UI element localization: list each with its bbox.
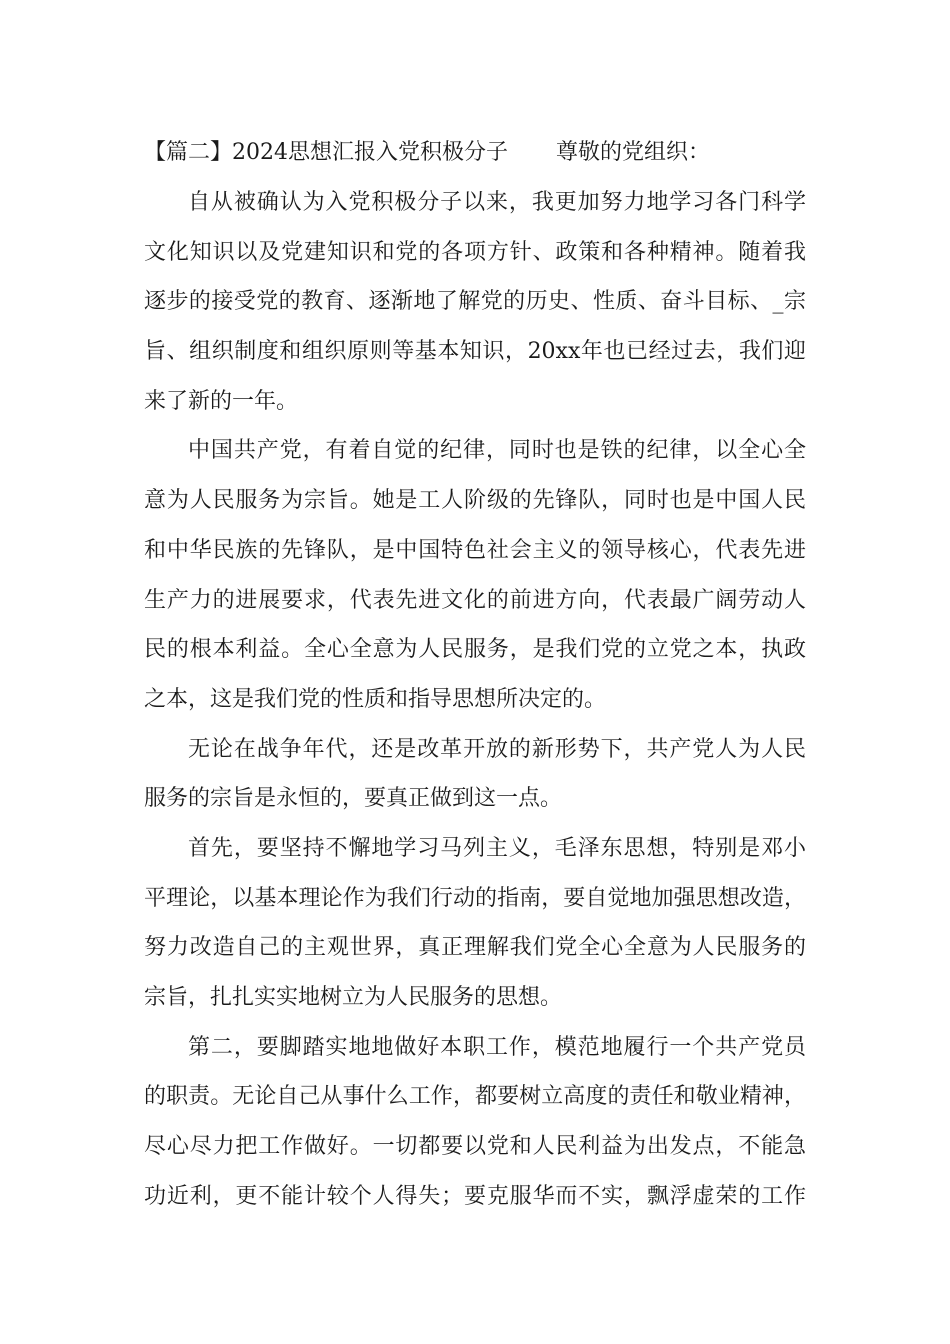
paragraph-line: 功近利，更不能计较个人得失；要克服华而不实，飘浮虚荣的工作 [144, 1183, 806, 1209]
paragraph-line: 中国共产党，有着自觉的纪律，同时也是铁的纪律，以全心全 [188, 438, 806, 464]
paragraph-line: 的职责。无论自己从事什么工作，都要树立高度的责任和敬业精神， [144, 1084, 806, 1110]
paragraph-line: 无论在战争年代，还是改革开放的新形势下，共产党人为人民 [188, 736, 806, 762]
paragraph [144, 824, 806, 1023]
paragraph-line: 逐步的接受党的教育、逐渐地了解党的历史、性质、奋斗目标、_宗 [144, 289, 806, 315]
document-title: 【篇二】2024思想汇报入党积极分子 [144, 140, 508, 165]
paragraph-line: 生产力的进展要求，代表先进文化的前进方向，代表最广阔劳动人 [144, 587, 806, 613]
salutation: 尊敬的党组织： [556, 140, 711, 165]
paragraph-line: 首先，要坚持不懈地学习马列主义，毛泽东思想，特别是邓小 [188, 835, 806, 861]
paragraph-line: 宗旨，扎扎实实地树立为人民服务的思想。 [144, 985, 563, 1010]
paragraph [144, 178, 806, 426]
paragraph-line: 努力改造自己的主观世界，真正理解我们党全心全意为人民服务的 [144, 935, 806, 961]
paragraph-line: 平理论，以基本理论作为我们行动的指南，要自觉地加强思想改造， [144, 885, 806, 911]
document-body [144, 128, 806, 1221]
paragraph-line: 服务的宗旨是永恒的，要真正做到这一点。 [144, 786, 563, 812]
paragraph-line: 来了新的一年。 [144, 388, 299, 414]
paragraph [144, 1023, 806, 1222]
paragraph [144, 725, 806, 824]
paragraph-line: 之本，这是我们党的性质和指导思想所决定的。 [144, 686, 607, 712]
paragraph-line: 和中华民族的先锋队，是中国特色社会主义的领导核心，代表先进 [144, 537, 806, 563]
paragraph-line: 意为人民服务为宗旨。她是工人阶级的先锋队，同时也是中国人民 [144, 488, 806, 514]
paragraph-line: 自从被确认为入党积极分子以来，我更加努力地学习各门科学 [188, 190, 806, 215]
paragraph-line: 第二，要脚踏实地地做好本职工作，模范地履行一个共产党员 [188, 1034, 806, 1060]
paragraph-line: 文化知识以及党建知识和党的各项方针、政策和各种精神。随着我 [144, 239, 806, 265]
title-line [144, 128, 806, 178]
paragraph-line: 旨、组织制度和组织原则等基本知识，20xx年也已经过去，我们迎 [144, 339, 806, 365]
paragraph [144, 426, 806, 724]
paragraph-line: 民的根本利益。全心全意为人民服务，是我们党的立党之本，执政 [144, 637, 806, 663]
paragraph-line: 尽心尽力把工作做好。一切都要以党和人民利益为出发点，不能急 [144, 1134, 806, 1160]
